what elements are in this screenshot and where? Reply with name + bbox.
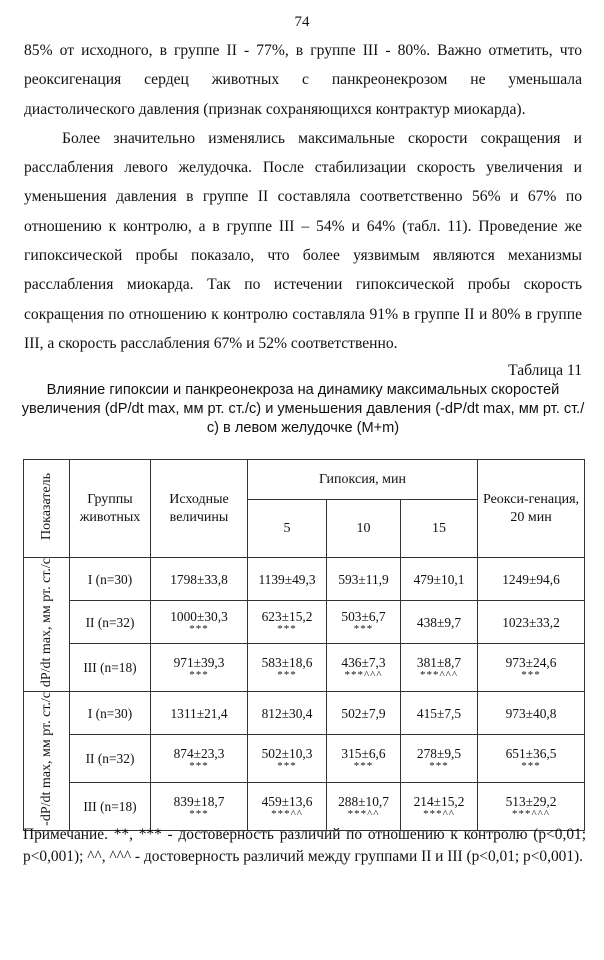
value: 502±10,3 — [261, 745, 313, 761]
value-cell — [478, 644, 585, 692]
value: 278±9,5 — [416, 745, 462, 761]
value: 583±18,6 — [261, 654, 313, 670]
value: 651±36,5 — [505, 745, 557, 761]
paragraph: 85% от исходного, в группе II - 77%, в группе III - 80%. Важно отметить, что реоксигенация сердец животных с панкреонекрозом не уменьшала диастолического давления (признак сохраняющихся контрактур миокарда). — [24, 42, 582, 118]
header-minute: 15 — [401, 500, 478, 558]
significance-marker: *** — [277, 668, 297, 681]
group-cell: III (n=18) — [70, 644, 151, 692]
header-minute: 10 — [327, 500, 401, 558]
value-cell — [248, 692, 327, 735]
header-indicator: Показатель — [24, 460, 70, 558]
group-cell: II (n=32) — [70, 601, 151, 644]
value: 436±7,3 — [341, 654, 386, 670]
value: 502±7,9 — [341, 705, 386, 721]
table-row — [24, 558, 585, 601]
value: 503±6,7 — [341, 609, 386, 625]
paragraph: Более значительно изменялись максимальные скорости сокращения и расслабления левого желудочка. После стабилизации скорость увеличения и уменьшения давления в группе II составляла соответственно 56% и 67% по отношению к контролю, а в группе III – 54% и 64% (табл. 11). Проведение же гипоксической пробы показало, что более уязвимым являются механизмы расслабления миокарда. Так по истечении гипоксической пробы скорость сокращения по отношению к контролю составляла 91% в группе II и 80% в группе III, а скорость расслабления 67% и 52% соответственно. — [24, 129, 582, 352]
significance-marker: *** — [429, 759, 449, 772]
value: 839±18,7 — [173, 793, 225, 809]
header-hypoxia: Гипоксия, мин — [248, 460, 478, 500]
significance-marker: *** — [277, 623, 297, 636]
value: 973±24,6 — [505, 654, 557, 670]
value-cell — [248, 601, 327, 644]
value-cell — [401, 558, 478, 601]
header-reoxygenation: Реокси-генация, 20 мин — [478, 460, 585, 558]
value-cell — [151, 735, 248, 783]
group-cell: III (n=18) — [70, 783, 151, 831]
body-text — [24, 36, 582, 358]
significance-marker: *** — [189, 623, 209, 636]
significance-marker: *** — [521, 759, 541, 772]
value: 1311±21,4 — [170, 705, 228, 721]
group-cell: I (n=30) — [70, 692, 151, 735]
table-caption: Влияние гипоксии и панкреонекроза на динамику максимальных скоростей увеличения (dP/dt max, мм рт. ст./с) и уменьшения давления (-dP/dt max, мм рт. ст./с) в левом желудочке (M+m) — [21, 382, 585, 436]
value: 513±29,2 — [505, 793, 557, 809]
value: 812±30,4 — [261, 705, 313, 721]
value: 1798±33,8 — [170, 571, 228, 587]
value-cell — [478, 558, 585, 601]
value-cell — [151, 601, 248, 644]
group-cell: I (n=30) — [70, 558, 151, 601]
value-cell — [401, 601, 478, 644]
value: 1000±30,3 — [170, 609, 228, 625]
significance-marker: ***^^^ — [344, 668, 383, 681]
value: 593±11,9 — [338, 571, 389, 587]
value-cell — [327, 644, 401, 692]
table-note: Примечание. **, *** - достоверность различий по отношению к контролю (р<0,01; р<0,001); ^^, ^^^ - достоверность различий между группами II и III (р<0,01; р<0,001). — [23, 826, 586, 865]
table-header — [24, 460, 585, 558]
value: 288±10,7 — [338, 793, 389, 809]
value: 623±15,2 — [261, 609, 313, 625]
value-cell — [478, 692, 585, 735]
value: 415±7,5 — [416, 705, 462, 721]
value-cell — [151, 558, 248, 601]
value: 874±23,3 — [173, 745, 225, 761]
header-minute: 5 — [248, 500, 327, 558]
value-cell — [327, 735, 401, 783]
data-table — [23, 459, 585, 831]
table-row — [24, 692, 585, 735]
value: 1023±33,2 — [502, 614, 560, 630]
value: 1139±49,3 — [258, 571, 316, 587]
value-cell — [401, 735, 478, 783]
significance-marker: *** — [353, 623, 374, 636]
value: 315±6,6 — [341, 745, 386, 761]
table-body — [24, 558, 585, 831]
table-row — [24, 644, 585, 692]
significance-marker: *** — [189, 668, 209, 681]
significance-marker: ***^^ — [271, 807, 303, 820]
header-initial: Исходные величины — [151, 460, 248, 558]
value-cell — [401, 644, 478, 692]
value-cell — [248, 644, 327, 692]
significance-marker: *** — [189, 807, 209, 820]
value-cell — [478, 735, 585, 783]
value-cell — [151, 644, 248, 692]
indicator-cell: dP/dt max, мм рт. ст./с — [24, 558, 70, 692]
table-number: Таблица 11 — [508, 362, 582, 379]
significance-marker: ***^^ — [347, 807, 380, 820]
value: 459±13,6 — [261, 793, 313, 809]
value: 438±9,7 — [416, 614, 462, 630]
value-cell — [327, 692, 401, 735]
indicator-cell: -dP/dt max, мм рт. ст./с — [24, 692, 70, 831]
value-cell — [248, 558, 327, 601]
value-cell — [401, 692, 478, 735]
value: 971±39,3 — [173, 654, 225, 670]
significance-marker: ***^^^ — [420, 668, 458, 681]
value: 973±40,8 — [505, 705, 557, 721]
significance-marker: *** — [189, 759, 209, 772]
group-cell: II (n=32) — [70, 735, 151, 783]
value: 381±8,7 — [416, 654, 462, 670]
value-cell — [327, 601, 401, 644]
significance-marker: *** — [277, 759, 297, 772]
value: 1249±94,6 — [502, 571, 560, 587]
significance-marker: ***^^ — [423, 807, 455, 820]
value-cell — [248, 735, 327, 783]
significance-marker: *** — [521, 668, 541, 681]
value-cell — [151, 692, 248, 735]
table-row — [24, 601, 585, 644]
significance-marker: ***^^^ — [512, 807, 551, 820]
significance-marker: *** — [353, 759, 374, 772]
value-cell — [478, 601, 585, 644]
page-number: 74 — [294, 14, 310, 30]
value: 479±10,1 — [413, 571, 465, 587]
value: 214±15,2 — [413, 793, 465, 809]
value-cell — [327, 558, 401, 601]
header-groups: Группы животных — [70, 460, 151, 558]
table-row — [24, 735, 585, 783]
